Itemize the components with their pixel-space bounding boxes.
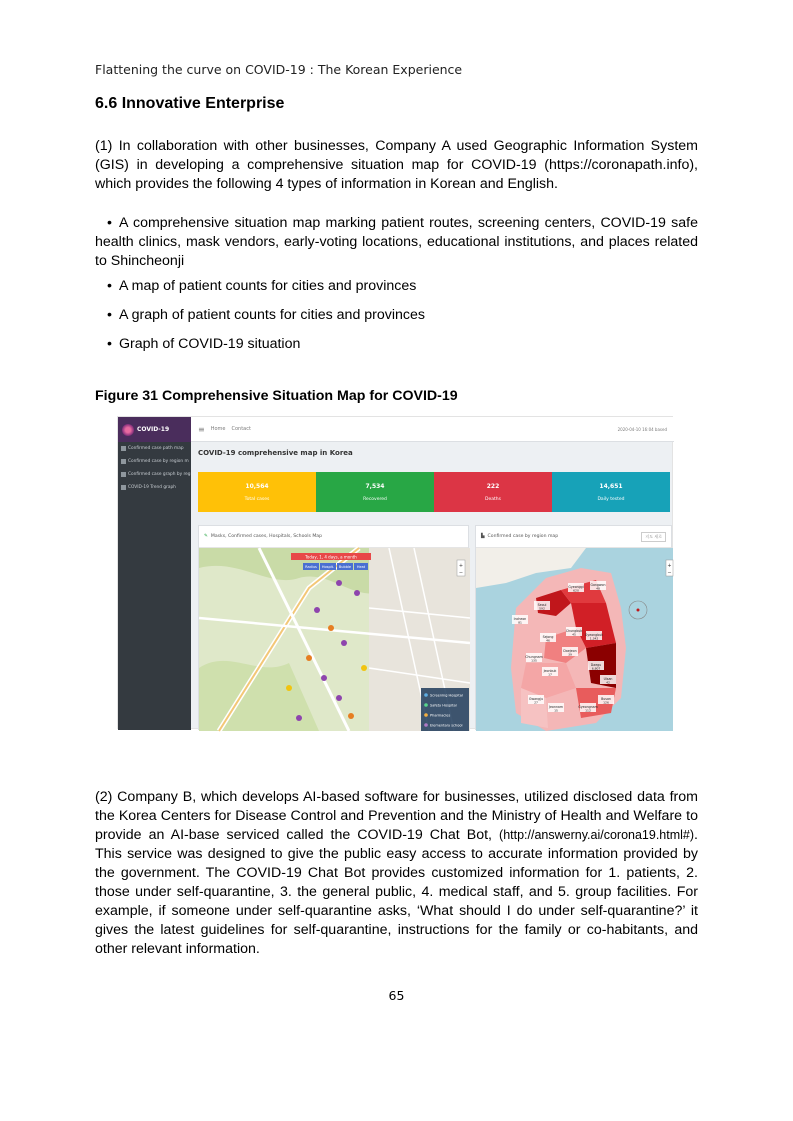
bullet-dot-icon: • (107, 278, 112, 294)
paragraph-1: (1) In collaboration with other businesses, Company A used Geographic Information System (GIS) in developing a comprehensive situation map for COVID-19 (https://coronapath.info), which provides the following 4 types of information in Korean and English. (95, 138, 698, 192)
region-name: Jeonnam (549, 705, 563, 709)
sidebar-item-region-graph: Confirmed case graph by reg (118, 468, 191, 481)
bullet-dot-icon: • (107, 215, 112, 231)
running-header: Flattening the curve on COVID-19 : The Korean Experience (95, 62, 463, 77)
sidebar-item-trend-graph: COVID-19 Trend graph (118, 481, 191, 494)
bullet-dot-icon: • (107, 307, 112, 323)
region-count: 112 (585, 708, 591, 713)
user-icon (121, 446, 126, 451)
stat-total: 10,564 Total cases (198, 472, 316, 512)
virus-icon (122, 424, 134, 436)
bullet-list (95, 214, 698, 364)
map-marker-icon: ✎ (204, 534, 208, 539)
bullet-dot-icon: • (107, 336, 112, 352)
region-count: 81 (518, 620, 522, 625)
region-name: Seoul (537, 603, 547, 607)
stat-tested: 14,651 Daily tested (552, 472, 670, 512)
region-count: 620 (573, 588, 579, 593)
region-count: 15 (554, 708, 558, 713)
radius-button: Radius (305, 565, 317, 569)
topbar-contact: Contact (231, 426, 251, 432)
region-name: Daegu (590, 663, 602, 667)
zoom-in-icon: + (458, 563, 464, 569)
bullet-text: A comprehensive situation map marking patient routes, screening centers, COVID-19 safe health clinics, mask vendors, early-voting locations, educational institutions, and places related to Shincheonji (95, 215, 698, 269)
page-number: 65 (388, 988, 405, 1003)
region-count: 27 (534, 700, 538, 705)
hospital-button: Hospit. (321, 565, 335, 569)
chart-icon (121, 459, 126, 464)
region-count: 48 (596, 586, 600, 591)
time-filter-banner: Today, 1, 4 days, a month (305, 554, 357, 560)
legend-school: Elementary school (430, 723, 463, 728)
right-map-panel (475, 525, 672, 730)
chatbot-url: (http://answerny.ai/corona19.html#) (499, 828, 695, 842)
left-panel-header (199, 526, 468, 548)
figure-screenshot (117, 416, 673, 729)
map-icon: ▙ (481, 534, 485, 539)
region-name: Jeonbuk (543, 669, 557, 673)
bullet-item (95, 335, 698, 354)
region-count: 45 (572, 632, 576, 637)
bullet-item (95, 214, 698, 271)
region-name: Sejong (542, 635, 554, 639)
legend-safety: Safety Hospital (430, 703, 457, 708)
stat-deaths: 222 Deaths (434, 472, 552, 512)
left-map-panel (198, 525, 469, 730)
region-count: 39 (568, 652, 572, 657)
region-name: Gwangju (529, 697, 543, 701)
region-count: 6,807 (591, 666, 601, 671)
region-name: Gyeonggi (568, 585, 584, 589)
sidebar-item-region-map: Confirmed case by region m (118, 455, 191, 468)
region-name: Chungbuk (565, 629, 583, 633)
legend-screening: Screening Hospital (430, 693, 463, 698)
bullet-text: Graph of COVID-19 situation (119, 336, 301, 352)
region-name: Gyeongnam (578, 705, 598, 709)
topbar-date: 2020-04-10 16:04 based (617, 426, 667, 432)
heat-button: Heat (356, 565, 366, 569)
zoom-in-icon: + (667, 563, 672, 569)
region-count: 17 (548, 672, 552, 677)
logo-text: COVID-19 (137, 426, 170, 433)
sidebar-item-path-map: Confirmed case path map (118, 442, 191, 455)
line-chart-icon (121, 485, 126, 490)
paragraph-2: (2) Company B, which develops AI-based software for businesses, utilized disclosed data from the Korea Centers for Disease Control and Prevention and the Ministry of Health and Welfare to provide an AI-base serviced called the COVID-19 Chat Bot, (http://answerny.ai/corona19.html#). This service was designed to give the public easy access to accurate information provided by the government. The COVID-19 Chat Bot provides customized information for 1. patients, 2. those under self-quarantine, 3. the general public, 4. medical staff, and 5. group facilities. For example, if someone under self-quarantine asks, ‘What should I do under self-quarantine?’ it gives the latest guidelines for self-quarantine, instructions for the family or co-habitants, and other relevant information. (95, 789, 698, 957)
korea-region-map (476, 548, 671, 729)
street-map (199, 548, 468, 729)
screenshot-sidebar (118, 417, 191, 730)
region-name: Chungnam (525, 655, 543, 659)
figure-caption: Figure 31 Comprehensive Situation Map for COVID-19 (95, 388, 458, 404)
menu-icon: ≡ (198, 424, 205, 434)
region-count: 592 (539, 606, 545, 611)
screenshot-logo (118, 417, 191, 442)
screenshot-title: COVID-19 comprehensive map in Korea (198, 449, 353, 457)
region-count: 126 (603, 700, 609, 705)
region-name: Daejeon (563, 649, 577, 653)
region-name: Gyeongbuk (584, 633, 604, 637)
region-name: Busan (601, 697, 611, 701)
map-refresh-button: 지도 새로 (641, 532, 666, 542)
bullet-item (95, 306, 698, 325)
right-panel-header (476, 526, 671, 548)
zoom-out-icon: − (458, 570, 464, 576)
bubble-button: Bubble (338, 565, 352, 569)
region-name: Incheon (513, 617, 527, 621)
right-panel-title: Confirmed case by region map (487, 534, 559, 539)
bullet-item (95, 277, 698, 296)
stat-recovered: 7,534 Recovered (316, 472, 434, 512)
region-count: 46 (546, 638, 550, 643)
bullet-text: A graph of patient counts for cities and provinces (119, 307, 426, 323)
screenshot-topbar (191, 417, 674, 442)
region-name: Ulsan (603, 677, 613, 681)
legend-pharmacy: Pharmacies (430, 713, 451, 718)
region-count: 1,342 (589, 636, 599, 641)
zoom-out-icon: − (667, 570, 672, 576)
left-panel-title: Masks, Confirmed cases, Hospitals, Schools Map (210, 534, 323, 539)
section-title: 6.6 Innovative Enterprise (95, 95, 285, 112)
region-count: 42 (606, 680, 610, 685)
bullet-text: A map of patient counts for cities and provinces (119, 278, 417, 294)
topbar-home: Home (210, 426, 226, 432)
bar-chart-icon (121, 472, 126, 477)
region-count: 135 (531, 658, 537, 663)
stats-row (198, 472, 670, 512)
region-name: Gangwon (590, 583, 606, 587)
